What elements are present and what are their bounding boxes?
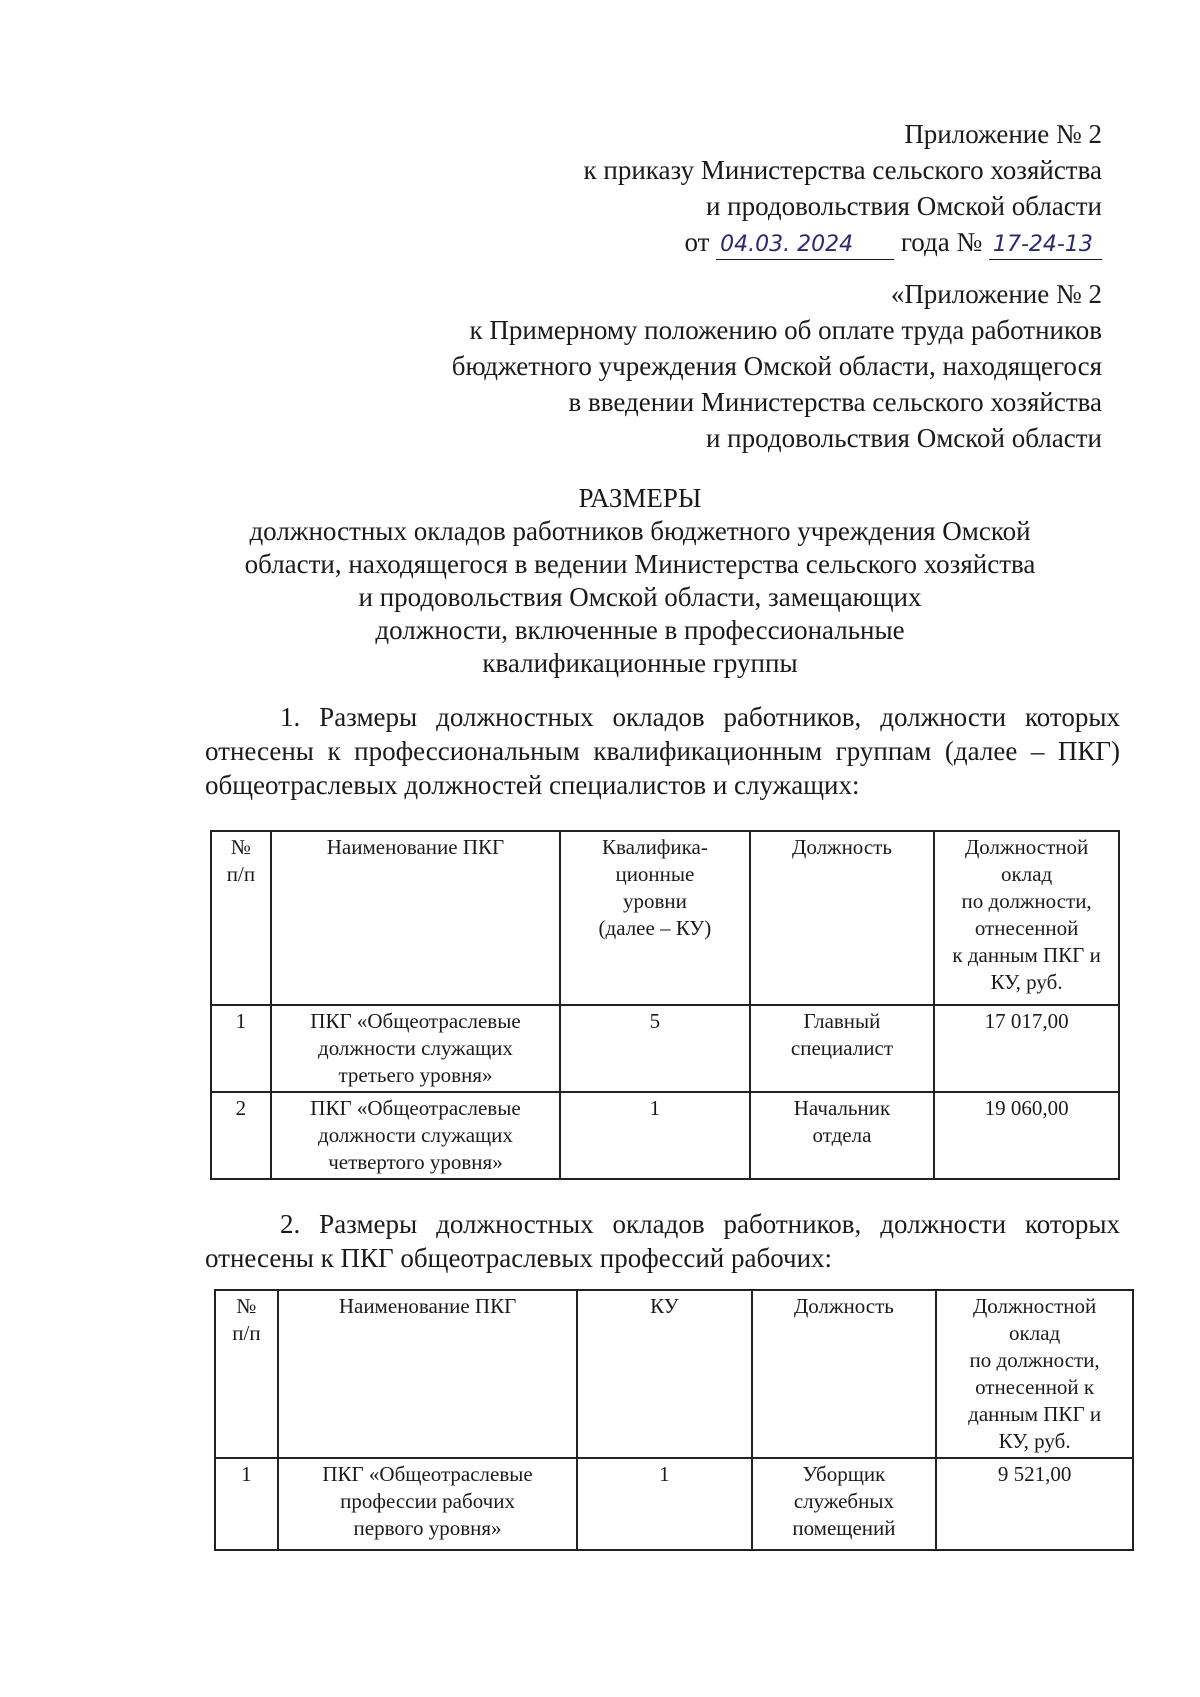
col-header-qualification-level: КУ	[577, 1290, 751, 1458]
title-line-2: области, находящегося в ведении Министерства сельского хозяйства	[244, 549, 1036, 579]
appendix-ministry-line: и продовольствия Омской области	[705, 191, 1102, 221]
section-1-line-1: 1. Размеры должностных окладов работников, должности которых	[280, 702, 1120, 732]
col-header-position: Должность	[752, 1290, 937, 1458]
appendix-title: Приложение № 2	[904, 119, 1102, 149]
table-row	[211, 1092, 1119, 1179]
cell-salary: 9 521,00	[936, 1458, 1133, 1550]
cell-position: Главный специалист	[750, 1005, 935, 1092]
cell-position: Начальник отдела	[750, 1092, 935, 1179]
cell-pkg-name: ПКГ «Общеотраслевые должности служащих третьего уровня»	[271, 1005, 560, 1092]
table-header-row	[211, 831, 1119, 1005]
original-appendix-header	[452, 276, 1102, 456]
cell-qualification-level: 1	[560, 1092, 750, 1179]
cell-pkg-name: ПКГ «Общеотраслевые профессии рабочих первого уровня»	[278, 1458, 577, 1550]
col-header-number: № п/п	[211, 831, 271, 1005]
title-line-1: должностных окладов работников бюджетного учреждения Омской	[249, 516, 1031, 546]
original-appendix-title: «Приложение № 2	[890, 279, 1102, 309]
cell-qualification-level: 5	[560, 1005, 750, 1092]
document-title	[220, 482, 1060, 680]
original-appendix-line-5: и продовольствия Омской области	[705, 423, 1102, 453]
section-1-line-2: отнесены к профессиональным квалификационным группам (далее – ПКГ)	[205, 736, 1120, 766]
cell-number: 1	[211, 1005, 271, 1092]
appendix-order-line: к приказу Министерства сельского хозяйства	[583, 155, 1102, 185]
handwritten-order-number: 17-24-13	[989, 231, 1102, 260]
title-line-4: должности, включенные в профессиональные	[375, 615, 905, 645]
original-appendix-line-2: к Примерному положению об оплате труда работников	[469, 315, 1102, 345]
title-line-3: и продовольствия Омской области, замещающих	[358, 582, 922, 612]
appendix-date-line	[584, 224, 1102, 260]
col-header-position: Должность	[750, 831, 935, 1005]
col-header-salary: Должностной оклад по должности, отнесенной к данным ПКГ и КУ, руб.	[934, 831, 1119, 1005]
section-2-paragraph	[205, 1207, 1120, 1275]
title-heading: РАЗМЕРЫ	[578, 483, 702, 513]
section-2-line-2: отнесены к ПКГ общеотраслевых профессий рабочих:	[205, 1243, 833, 1273]
original-appendix-line-3: бюджетного учреждения Омской области, находящегося	[451, 351, 1102, 381]
section-1-line-3: общеотраслевых должностей специалистов и служащих:	[205, 770, 860, 800]
appendix-header	[584, 116, 1102, 260]
year-number-label: года №	[900, 227, 983, 257]
cell-salary: 17 017,00	[934, 1005, 1119, 1092]
table-row	[211, 1005, 1119, 1092]
section-1-paragraph	[205, 700, 1120, 802]
cell-number: 2	[211, 1092, 271, 1179]
original-appendix-line-4: в введении Министерства сельского хозяйства	[568, 387, 1102, 417]
cell-salary: 19 060,00	[934, 1092, 1119, 1179]
col-header-pkg-name: Наименование ПКГ	[278, 1290, 577, 1458]
salary-table-specialists	[210, 830, 1120, 1180]
col-header-qualification-level: Квалифика- ционные уровни (далее – КУ)	[560, 831, 750, 1005]
from-prefix: от	[684, 227, 710, 257]
col-header-salary: Должностной оклад по должности, отнесенной к данным ПКГ и КУ, руб.	[936, 1290, 1133, 1458]
section-2-line-1: 2. Размеры должностных окладов работников, должности которых	[280, 1209, 1120, 1239]
cell-position: Уборщик служебных помещений	[752, 1458, 937, 1550]
col-header-number: № п/п	[215, 1290, 278, 1458]
salary-table-workers	[214, 1289, 1134, 1551]
col-header-pkg-name: Наименование ПКГ	[271, 831, 560, 1005]
title-line-5: квалификационные группы	[482, 648, 798, 678]
cell-number: 1	[215, 1458, 278, 1550]
cell-qualification-level: 1	[577, 1458, 751, 1550]
handwritten-date: 04.03. 2024	[716, 231, 894, 260]
table-header-row	[215, 1290, 1133, 1458]
cell-pkg-name: ПКГ «Общеотраслевые должности служащих четвертого уровня»	[271, 1092, 560, 1179]
table-row	[215, 1458, 1133, 1550]
